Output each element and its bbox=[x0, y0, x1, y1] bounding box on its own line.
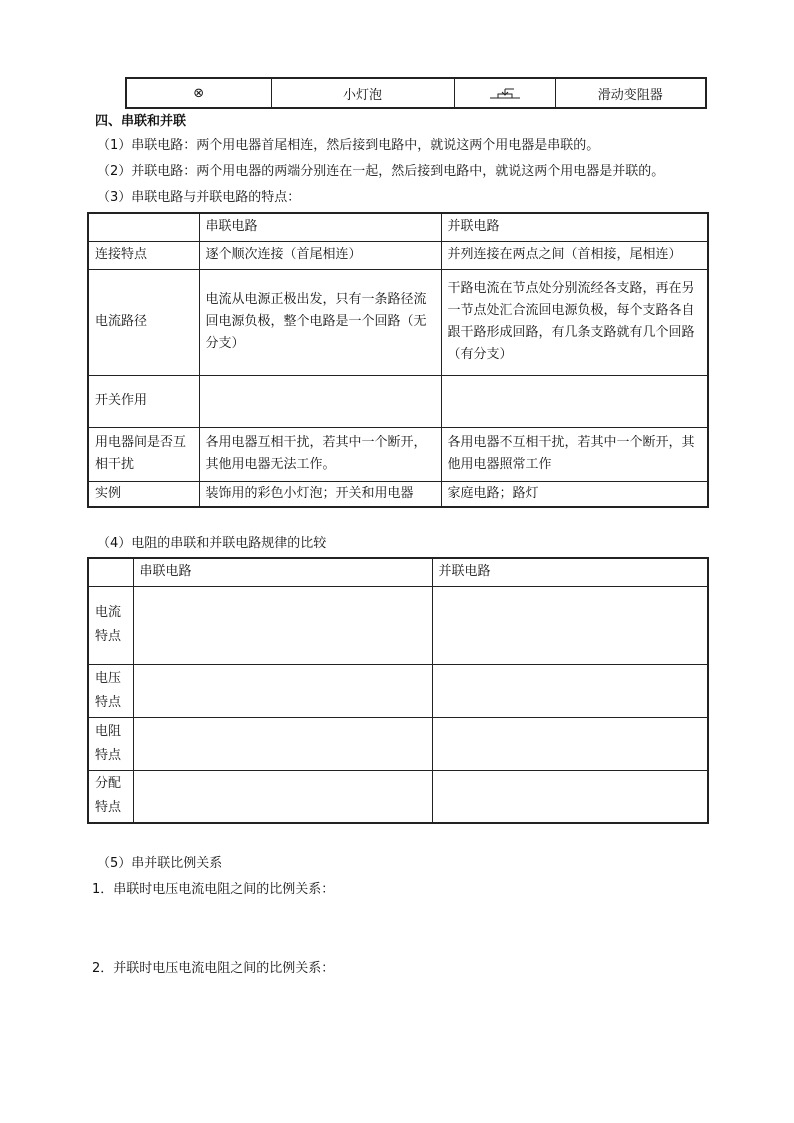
symbol-table bbox=[125, 77, 707, 109]
rheostat-symbol-icon bbox=[454, 78, 555, 108]
table-row bbox=[88, 269, 708, 375]
table-header-row bbox=[88, 558, 708, 586]
table-row bbox=[88, 770, 708, 823]
series-cell: 逐个顺次连接（首尾相连） bbox=[199, 241, 441, 269]
header-empty bbox=[88, 558, 133, 586]
item-parallel-ratio: 2．并联时电压电流电阻之间的比例关系： bbox=[92, 961, 335, 976]
parallel-cell: 干路电流在节点处分别流经各支路，再在另一节点处汇合流回电源负极，每个支路各自跟干路形成回路，有几条支路就有几个回路（有分支） bbox=[441, 269, 708, 375]
header-series: 串联电路 bbox=[133, 558, 432, 586]
header-parallel: 并联电路 bbox=[441, 213, 708, 241]
row-label: 开关作用 bbox=[88, 375, 199, 427]
parallel-cell bbox=[432, 717, 708, 770]
parallel-cell: 各用电器不互相干扰，若其中一个断开，其他用电器照常工作 bbox=[441, 427, 708, 481]
parallel-cell bbox=[432, 586, 708, 664]
series-cell bbox=[133, 717, 432, 770]
table-row bbox=[88, 427, 708, 481]
header-series: 串联电路 bbox=[199, 213, 441, 241]
parallel-cell bbox=[432, 770, 708, 823]
row-label: 电流特点 bbox=[88, 586, 133, 664]
paragraph-ratio: （5）串并联比例关系 bbox=[97, 856, 223, 871]
row-label: 用电器间是否互相干扰 bbox=[88, 427, 199, 481]
row-label: 电压特点 bbox=[88, 664, 133, 717]
parallel-cell bbox=[441, 375, 708, 427]
series-cell bbox=[133, 664, 432, 717]
parallel-cell bbox=[432, 664, 708, 717]
row-label: 电流路径 bbox=[88, 269, 199, 375]
series-cell bbox=[133, 770, 432, 823]
parallel-cell: 并列连接在两点之间（首相接，尾相连） bbox=[441, 241, 708, 269]
paragraph-parallel: （2）并联电路：两个用电器的两端分别连在一起，然后接到电路中，就说这两个用电器是并联的。 bbox=[97, 164, 665, 179]
row-label: 电阻特点 bbox=[88, 717, 133, 770]
section-title: 四、串联和并联 bbox=[95, 114, 187, 129]
table-row bbox=[88, 664, 708, 717]
series-cell bbox=[199, 375, 441, 427]
table-row bbox=[88, 375, 708, 427]
row-label: 实例 bbox=[88, 481, 199, 507]
series-cell: 各用电器互相干扰，若其中一个断开，其他用电器无法工作。 bbox=[199, 427, 441, 481]
lamp-name: 小灯泡 bbox=[271, 78, 454, 108]
circuit-features-table bbox=[87, 212, 709, 508]
item-series-ratio: 1．串联时电压电流电阻之间的比例关系： bbox=[92, 882, 335, 897]
series-cell: 装饰用的彩色小灯泡；开关和用电器 bbox=[199, 481, 441, 507]
row-label: 连接特点 bbox=[88, 241, 199, 269]
paragraph-features: （3）串联电路与并联电路的特点： bbox=[97, 190, 301, 205]
series-cell bbox=[133, 586, 432, 664]
header-empty bbox=[88, 213, 199, 241]
table-header-row bbox=[88, 213, 708, 241]
table-row bbox=[88, 717, 708, 770]
lamp-symbol: ⊗ bbox=[126, 78, 271, 108]
table-row bbox=[88, 586, 708, 664]
table-row bbox=[88, 241, 708, 269]
rheostat-name: 滑动变阻器 bbox=[555, 78, 706, 108]
series-cell: 电流从电源正极出发，只有一条路径流回电源负极，整个电路是一个回路（无分支） bbox=[199, 269, 441, 375]
table-row bbox=[88, 481, 708, 507]
resistance-table bbox=[87, 557, 709, 824]
paragraph-series: （1）串联电路：两个用电器首尾相连，然后接到电路中，就说这两个用电器是串联的。 bbox=[97, 138, 600, 153]
header-parallel: 并联电路 bbox=[432, 558, 708, 586]
paragraph-resistance: （4）电阻的串联和并联电路规律的比较 bbox=[97, 536, 327, 551]
row-label: 分配特点 bbox=[88, 770, 133, 823]
parallel-cell: 家庭电路；路灯 bbox=[441, 481, 708, 507]
